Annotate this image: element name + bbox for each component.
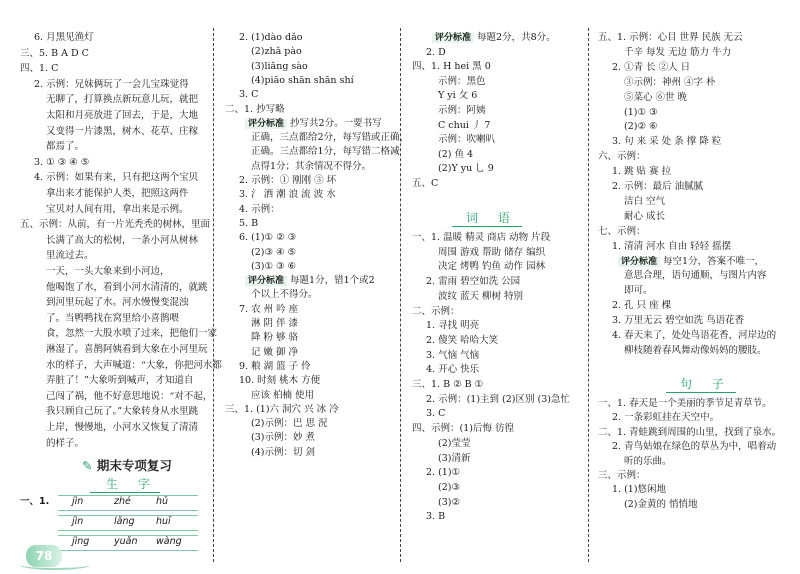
answer-line: 2. 傻笑 哈哈大笑 <box>426 334 499 346</box>
answer-line: Y yi 攵 6 <box>438 90 478 102</box>
answer-line: 9. 粮 湖 篮 子 伶 <box>239 360 311 372</box>
answer-line: 2. (1)① <box>426 467 461 479</box>
answer-line: 示例：黑色 <box>438 75 486 87</box>
answer-line: 五、示例：从前，有一片光秃秃的树林，里面 <box>20 219 211 231</box>
answer-line: 1. 寻找 明亮 <box>426 320 480 332</box>
answer-line: 淋湿了。喜鹊阿姨看到大象在小河里玩 <box>46 344 208 355</box>
page-number: 78 <box>26 545 62 567</box>
answer-line: 2. (1)dào dǎo <box>239 32 303 43</box>
answer-line: 4. 开心 快乐 <box>426 364 480 376</box>
answer-line: 千辛 每发 无边 筋力 牛力 <box>624 46 732 58</box>
answer-line: 3. C <box>426 408 446 420</box>
pinyin-syllable: wàng <box>156 536 182 547</box>
answer-line: 三、1. B ② B ① <box>412 379 484 390</box>
answer-line: 10. 时刻 桃木 方便 <box>239 375 321 387</box>
answer-line: 点得1分；其余情况不得分。 <box>251 160 372 172</box>
answer-line: 他喝饱了水，看到小河水清清的，就跳 <box>46 281 208 293</box>
pinyin-syllable: lǎng <box>114 516 135 527</box>
answer-line: 3. 氵 洒 潮 浪 流 波 水 <box>239 189 336 201</box>
answer-line: 洁白 空气 <box>624 195 666 207</box>
answer-line: 1. 清清 河水 自由 轻轻 摇摆 <box>612 240 732 252</box>
answer-line: (2)莹莹 <box>438 437 471 449</box>
answer-line: 水的样子，大声喊道：“大象，你把河水都 <box>46 359 222 371</box>
answer-line: 2. ①青 长 ②人 日 <box>612 61 691 73</box>
answer-line: 四、1. C <box>20 63 59 75</box>
answer-line: 降 粉 够 骆 <box>251 332 299 344</box>
column-4 <box>590 0 800 574</box>
answer-line: 我只顾自己玩了。”大象转身从水里跳 <box>46 406 199 418</box>
answer-line: (2)示例：巴 思 況 <box>251 418 328 430</box>
answer-line: 波纹 蓝天 柳树 特别 <box>438 290 524 302</box>
answer-line: 一天，一头大象来到小河边， <box>46 266 170 277</box>
pinyin-syllable: jìn <box>72 516 84 527</box>
answer-line: 7. 农 州 吟 座 <box>239 303 299 315</box>
answer-line: (4)示例：切 剑 <box>251 446 315 458</box>
answer-line: 食，忽然一大股水喷了过来，把他们一家 <box>46 328 218 340</box>
column-3 <box>402 0 592 574</box>
answer-line: (2) 鱼 4 <box>438 148 474 160</box>
answer-line: ③示例：神州 ④字 朴 <box>624 76 716 88</box>
answer-line: 一、1. 春天是一个美丽的季节足青草节。 <box>598 398 772 409</box>
answer-line: (2)金黄的 悄悄地 <box>624 498 698 510</box>
column-1 <box>0 0 222 574</box>
answer-line: 拿出来才能保护人类，把照这两件 <box>46 188 189 199</box>
answer-line: (3)① ③ ⑥ <box>251 260 297 272</box>
section-title-ciyu: 词 语 <box>466 211 518 225</box>
answer-line: 周围 游戏 帮助 储存 编织 <box>438 246 546 258</box>
answer-line: 弄脏了！”大象听到喊声，才知道自 <box>46 375 194 387</box>
answer-line: 意思合理，语句通顺，与图片内容 <box>624 270 767 282</box>
answer-line: 二、1. 抄写略 <box>225 103 285 115</box>
answer-line: 正确，三点都给2分，每写错或正确， <box>251 132 410 144</box>
answer-line: (1)① ③ <box>624 106 658 118</box>
pencil-icon: ✎ <box>82 458 93 473</box>
answer-line: 示例：阿姨 <box>438 105 486 116</box>
answer-line: 2. 示例：兄妹俩玩了一会儿宝珠觉得 <box>34 78 189 90</box>
answer-line: 6. 月黑见渔灯 <box>34 32 94 43</box>
answer-line: 淋 阴 伴 漆 <box>251 318 299 329</box>
answer-line: 正确。三点都给1分，每写错二格减 <box>251 146 400 158</box>
answer-line: 七、示例： <box>598 225 646 237</box>
answer-line: (3)liǎng sào <box>251 60 308 72</box>
answer-line: 2. 孔 只 座 棵 <box>612 300 672 312</box>
answer-line: 5. B <box>239 217 259 229</box>
answer-line: (3)示例：妙 煮 <box>251 432 315 444</box>
column-2 <box>215 0 410 574</box>
pinyin-syllable: zhé <box>114 496 131 507</box>
divider-2 <box>400 28 401 562</box>
answer-line: 二、示例： <box>412 305 460 317</box>
answer-line: 4. 春天来了，处处鸟语花香，河岸边的 <box>612 330 777 341</box>
section-title-shengzi: 生 字 <box>106 477 158 491</box>
answer-line: 2. 示例：最后 油腻腻 <box>612 181 704 192</box>
answer-line: (2)③ ④ ⑤ <box>251 246 297 258</box>
review-title-text: 期末专项复习 <box>96 458 172 473</box>
answer-line: 决定 烤鸭 钓鱼 动作 园林 <box>438 261 546 273</box>
answer-line: 6. (1)① ② ③ <box>239 232 297 244</box>
answer-line: 五、1. 示例：心目 世界 民族 无云 <box>598 32 743 43</box>
section-title-underline <box>452 226 522 227</box>
pinyin-syllable: yuǎn <box>114 536 138 547</box>
pinyin-syllable: jìng <box>72 536 90 547</box>
answer-line: 长满了高大的松树，一条小河从树林 <box>46 234 199 246</box>
answer-line: C chui 丿 7 <box>438 119 491 131</box>
answer-line: 评分标准 抄写共2分。一要书写 <box>245 118 382 130</box>
answer-line: 宝贝对人间有用，拿出来是示例。 <box>46 203 189 215</box>
answer-line: 评分标准 每题2分，共8分。 <box>432 32 556 44</box>
answer-line: 个以上不得分。 <box>251 289 318 301</box>
answer-line: 示例：吹喇叭 <box>438 134 496 146</box>
answer-line: (2)Y yu 乚 9 <box>438 163 494 175</box>
answer-line: 应该 柏楠 使用 <box>251 389 315 401</box>
divider-1 <box>213 28 214 562</box>
answer-line: (2)② ⑥ <box>624 121 658 133</box>
answer-line: 评分标准 每空1分，答案不唯一， <box>618 256 764 268</box>
answer-line: 了。当鸭鸭找在窝里给小喜鹊喂 <box>46 312 180 324</box>
answer-line: (2)③ <box>438 481 460 493</box>
answer-line: 五、C <box>412 178 439 189</box>
answer-line: 上岸，慢慢地，小河水又恢复了清清 <box>46 422 199 433</box>
divider-3 <box>588 28 589 562</box>
answer-line: 柳枝随着春风舞动像妈妈的腰肢。 <box>624 344 767 356</box>
answer-line: 六、示例： <box>598 151 646 163</box>
answer-line: 1. 跳 贴 赛 拉 <box>612 166 672 178</box>
answer-line: 三、示例： <box>598 470 646 481</box>
answer-line: 评分标准 每题1分，错1个或2 <box>245 275 375 287</box>
answer-line: (3)清新 <box>438 452 471 464</box>
question-label: 一、1. <box>20 496 50 507</box>
answer-line: 3. 句 来 采 处 条 撑 降 粒 <box>612 136 722 148</box>
answer-line: 1. (1)悠闲地 <box>612 484 667 496</box>
pinyin-syllable: hǔ <box>156 496 169 507</box>
answer-line: 的样子。 <box>46 437 85 449</box>
pinyin-syllable: jìn <box>72 496 84 507</box>
answer-line: 3. B <box>426 511 446 523</box>
answer-line: 2. 一条彩虹挂在天空中。 <box>612 412 720 424</box>
answer-line: (4)piāo shān shān shí <box>251 74 354 86</box>
answer-line: 3. 气恼 气恼 <box>426 349 480 361</box>
answer-line: 到河里玩起了水。河水慢慢变混浊 <box>46 297 189 309</box>
answer-line: 3. 万里无云 碧空如洗 鸟语花香 <box>612 315 745 327</box>
answer-line: 又变得一片漆黑，树木、花草、庄稼 <box>46 125 199 137</box>
answer-line: 三、1. (1)六 洞穴 兴 冰 冷 <box>225 403 339 415</box>
answer-line: 耐心 成长 <box>624 210 666 222</box>
answer-line: 2. 雷雨 碧空如洗 公园 <box>426 276 521 288</box>
answer-line: 记 嫩 御 净 <box>251 346 299 358</box>
answer-line: 4. 示例：如果有来，只有把这两个宝贝 <box>34 172 199 184</box>
answer-line: 四、示例：(1)后悔 彷徨 <box>412 423 514 435</box>
section-title-underline <box>90 492 160 493</box>
answer-line: 即可。 <box>624 285 653 297</box>
answer-line: 太阳和月亮放进了回去，于是，大地 <box>46 110 199 121</box>
answer-line: (2)zhǎ pào <box>251 46 302 58</box>
answer-line: (3)② <box>438 496 460 508</box>
answer-line: 里流过去。 <box>46 250 94 262</box>
pinyin-syllable: huī <box>156 516 171 527</box>
answer-line: 三、5. B A D C <box>20 47 89 59</box>
answer-line: 四、1. H hei 黑 0 <box>412 61 491 73</box>
answer-line: 二、1. 青蛙跳到周围的山里，找到了泉水。 <box>598 426 782 438</box>
answer-line: 一、1. 温暖 精灵 商店 动物 片段 <box>412 232 551 243</box>
answer-line: 4. 示例： <box>239 203 280 215</box>
answer-line: 3. ① ③ ④ ⑤ <box>34 156 90 168</box>
answer-line: 2. 示例：① 刚刚 ③ 坏 <box>239 175 337 186</box>
section-title-juzi: 句 子 <box>680 377 732 391</box>
answer-line: 都焉了。 <box>46 141 85 153</box>
answer-line: 2. 青鸟姑娘在绿色的草丛为中，唱着动 <box>612 441 777 453</box>
answer-line: 己闯了祸，他不好意思地说：“对不起， <box>46 390 213 402</box>
answer-line: 2. 示例：(1)主到 (2)区别 (3)急忙 <box>426 393 570 405</box>
review-title <box>82 456 172 474</box>
answer-line: ⑤菜心 ⑥世 晚 <box>624 91 688 103</box>
answer-line: 2. D <box>426 46 446 58</box>
answer-line: 听的乐曲。 <box>624 455 672 467</box>
page-wave-decoration <box>20 560 90 570</box>
answer-line: 无聊了，打算换点新玩意儿玩，就把 <box>46 94 199 106</box>
section-title-underline <box>666 392 736 393</box>
answer-line: 3. C <box>239 89 259 101</box>
